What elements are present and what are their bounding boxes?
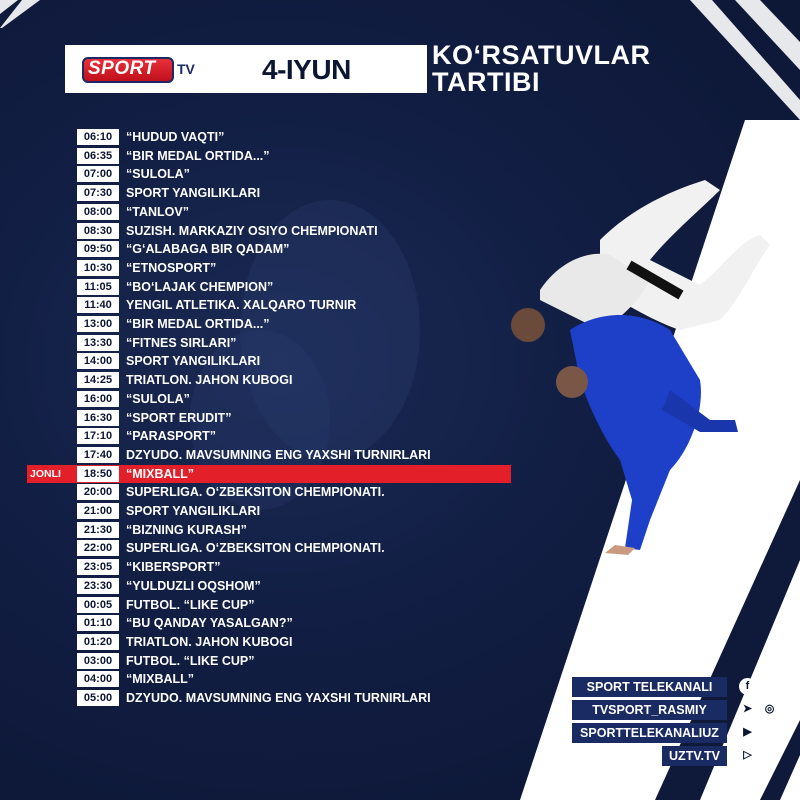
schedule-row bbox=[0, 427, 520, 445]
youtube-icon[interactable]: ▶ bbox=[739, 724, 756, 741]
schedule-time: 03:00 bbox=[77, 653, 119, 669]
schedule-row bbox=[0, 240, 520, 258]
schedule-row bbox=[0, 577, 520, 595]
schedule-program: “BIZNING KURASH” bbox=[126, 522, 247, 537]
schedule-program: YENGIL ATLETIKA. XALQARO TURNIR bbox=[126, 298, 357, 313]
schedule-time: 00:05 bbox=[77, 597, 119, 613]
schedule-program: “MIXBALL” bbox=[126, 672, 195, 687]
schedule-row bbox=[0, 165, 520, 183]
logo-text: SPORT bbox=[88, 58, 156, 79]
schedule-program: DZYUDO. MAVSUMNING ENG YAXSHI TURNIRLARI bbox=[126, 691, 431, 705]
telegram-icon[interactable]: ➤ bbox=[739, 701, 756, 718]
schedule-row bbox=[0, 633, 520, 651]
schedule-row bbox=[0, 390, 520, 408]
schedule-program: FUTBOL. “LIKE CUP” bbox=[126, 653, 255, 668]
schedule-time: 13:30 bbox=[77, 335, 119, 351]
schedule-row bbox=[0, 147, 520, 165]
schedule-time: 14:00 bbox=[77, 353, 119, 369]
schedule-time: 18:50 bbox=[77, 466, 119, 482]
schedule-row bbox=[0, 652, 520, 670]
schedule-program: “TANLOV” bbox=[126, 204, 189, 219]
schedule-program: “BO‘LAJAK CHEMPION” bbox=[126, 279, 274, 294]
schedule-program: SUPERLIGA. O‘ZBEKSITON CHEMPIONATI. bbox=[126, 541, 385, 556]
schedule-row bbox=[0, 409, 520, 427]
schedule-row bbox=[0, 483, 520, 501]
schedule-time: 21:30 bbox=[77, 522, 119, 538]
title-line-2: TARTIBI bbox=[432, 67, 540, 97]
schedule-time: 21:00 bbox=[77, 503, 119, 519]
title-line-1: KO‘RSATUVLAR bbox=[432, 40, 651, 70]
schedule-row bbox=[0, 689, 520, 707]
schedule-program: TRIATLON. JAHON KUBOGI bbox=[126, 373, 293, 388]
schedule-row bbox=[0, 352, 520, 370]
play-icon[interactable]: ▷ bbox=[739, 747, 756, 764]
schedule-row bbox=[0, 334, 520, 352]
schedule-program: “BIR MEDAL ORTIDA...” bbox=[126, 148, 270, 163]
schedule-time: 06:10 bbox=[77, 129, 119, 145]
schedule-program: “SULOLA” bbox=[126, 167, 190, 182]
live-tag: JONLI bbox=[30, 467, 61, 480]
schedule-time: 09:50 bbox=[77, 241, 119, 257]
schedule-time: 22:00 bbox=[77, 540, 119, 556]
schedule-program: SPORT YANGILIKLARI bbox=[126, 354, 261, 369]
schedule-time: 01:20 bbox=[77, 634, 119, 650]
schedule-row bbox=[0, 184, 520, 202]
schedule-program: “FITNES SIRLARI” bbox=[126, 335, 237, 350]
schedule-row bbox=[0, 670, 520, 688]
schedule-row bbox=[0, 558, 520, 576]
schedule-row bbox=[0, 128, 520, 146]
schedule-program: “ETNOSPORT” bbox=[126, 260, 217, 275]
social-tvsport-rasmiy[interactable]: TVSPORT_RASMIY bbox=[572, 700, 727, 720]
schedule-time: 13:00 bbox=[77, 316, 119, 332]
instagram-icon[interactable]: ◎ bbox=[761, 701, 778, 718]
schedule-program: “G‘ALABAGA BIR QADAM” bbox=[126, 242, 290, 257]
schedule-row bbox=[0, 539, 520, 557]
schedule-program: “YULDUZLI OQSHOM” bbox=[126, 578, 261, 593]
schedule-time: 17:10 bbox=[77, 428, 119, 444]
social-uztv[interactable]: UZTV.TV bbox=[662, 746, 727, 766]
schedule-program: SPORT YANGILIKLARI bbox=[126, 186, 261, 201]
schedule-row bbox=[0, 315, 520, 333]
schedule-date: 4-IYUN bbox=[262, 54, 351, 85]
schedule-time: 06:35 bbox=[77, 148, 119, 164]
schedule-time: 07:30 bbox=[77, 185, 119, 201]
logo-tv: TV bbox=[177, 61, 195, 77]
schedule-program: SUPERLIGA. O‘ZBEKSITON CHEMPIONATI. bbox=[126, 485, 385, 500]
facebook-icon[interactable]: f bbox=[739, 678, 756, 695]
schedule-program: SUZISH. MARKAZIY OSIYO CHEMPIONATI bbox=[126, 223, 378, 238]
schedule-program: “BU QANDAY YASALGAN?” bbox=[126, 616, 293, 631]
schedule-time: 16:00 bbox=[77, 391, 119, 407]
schedule-time: 20:00 bbox=[77, 484, 119, 500]
schedule-program: TRIATLON. JAHON KUBOGI bbox=[126, 634, 293, 649]
schedule-time: 16:30 bbox=[77, 410, 119, 426]
schedule-row bbox=[0, 296, 520, 314]
schedule-row bbox=[0, 614, 520, 632]
schedule-row bbox=[0, 465, 520, 483]
schedule-time: 05:00 bbox=[77, 690, 119, 706]
schedule-time: 23:30 bbox=[77, 578, 119, 594]
schedule-program: SPORT YANGILIKLARI bbox=[126, 504, 261, 518]
schedule-program: “PARASPORT” bbox=[126, 429, 217, 444]
page-title bbox=[432, 42, 651, 96]
social-sport-telekanali[interactable]: SPORT TELEKANALI bbox=[572, 677, 727, 697]
schedule-time: 11:40 bbox=[77, 297, 119, 313]
schedule-row bbox=[0, 259, 520, 277]
schedule-time: 08:00 bbox=[77, 204, 119, 220]
schedule-row bbox=[0, 521, 520, 539]
schedule-time: 14:25 bbox=[77, 372, 119, 388]
schedule-row bbox=[0, 278, 520, 296]
schedule-row bbox=[0, 222, 520, 240]
schedule-time: 10:30 bbox=[77, 260, 119, 276]
sport-tv-logo bbox=[82, 57, 204, 83]
schedule-row bbox=[0, 203, 520, 221]
schedule-program: “MIXBALL” bbox=[126, 466, 195, 481]
schedule-program: “BIR MEDAL ORTIDA...” bbox=[126, 317, 270, 331]
schedule-program: “KIBERSPORT” bbox=[126, 560, 221, 575]
schedule-time: 17:40 bbox=[77, 447, 119, 463]
schedule-time: 08:30 bbox=[77, 223, 119, 239]
schedule-time: 07:00 bbox=[77, 166, 119, 182]
schedule-program: FUTBOL. “LIKE CUP” bbox=[126, 597, 255, 612]
schedule-row bbox=[0, 596, 520, 614]
schedule-program: “SULOLA” bbox=[126, 391, 190, 406]
schedule-time: 04:00 bbox=[77, 671, 119, 687]
schedule-program: “SPORT ERUDIT” bbox=[126, 410, 232, 425]
schedule-time: 01:10 bbox=[77, 615, 119, 631]
schedule-row bbox=[0, 371, 520, 389]
schedule-time: 23:05 bbox=[77, 559, 119, 575]
schedule-time: 11:05 bbox=[77, 279, 119, 295]
schedule-row bbox=[0, 446, 520, 464]
schedule-program: “HUDUD VAQTI” bbox=[126, 130, 225, 144]
schedule-program: DZYUDO. MAVSUMNING ENG YAXSHI TURNIRLARI bbox=[126, 447, 431, 462]
stripe-top-right bbox=[690, 0, 800, 120]
schedule-row bbox=[0, 502, 520, 520]
social-sporttelekanaliuz[interactable]: SPORTTELEKANALIUZ bbox=[572, 723, 727, 743]
